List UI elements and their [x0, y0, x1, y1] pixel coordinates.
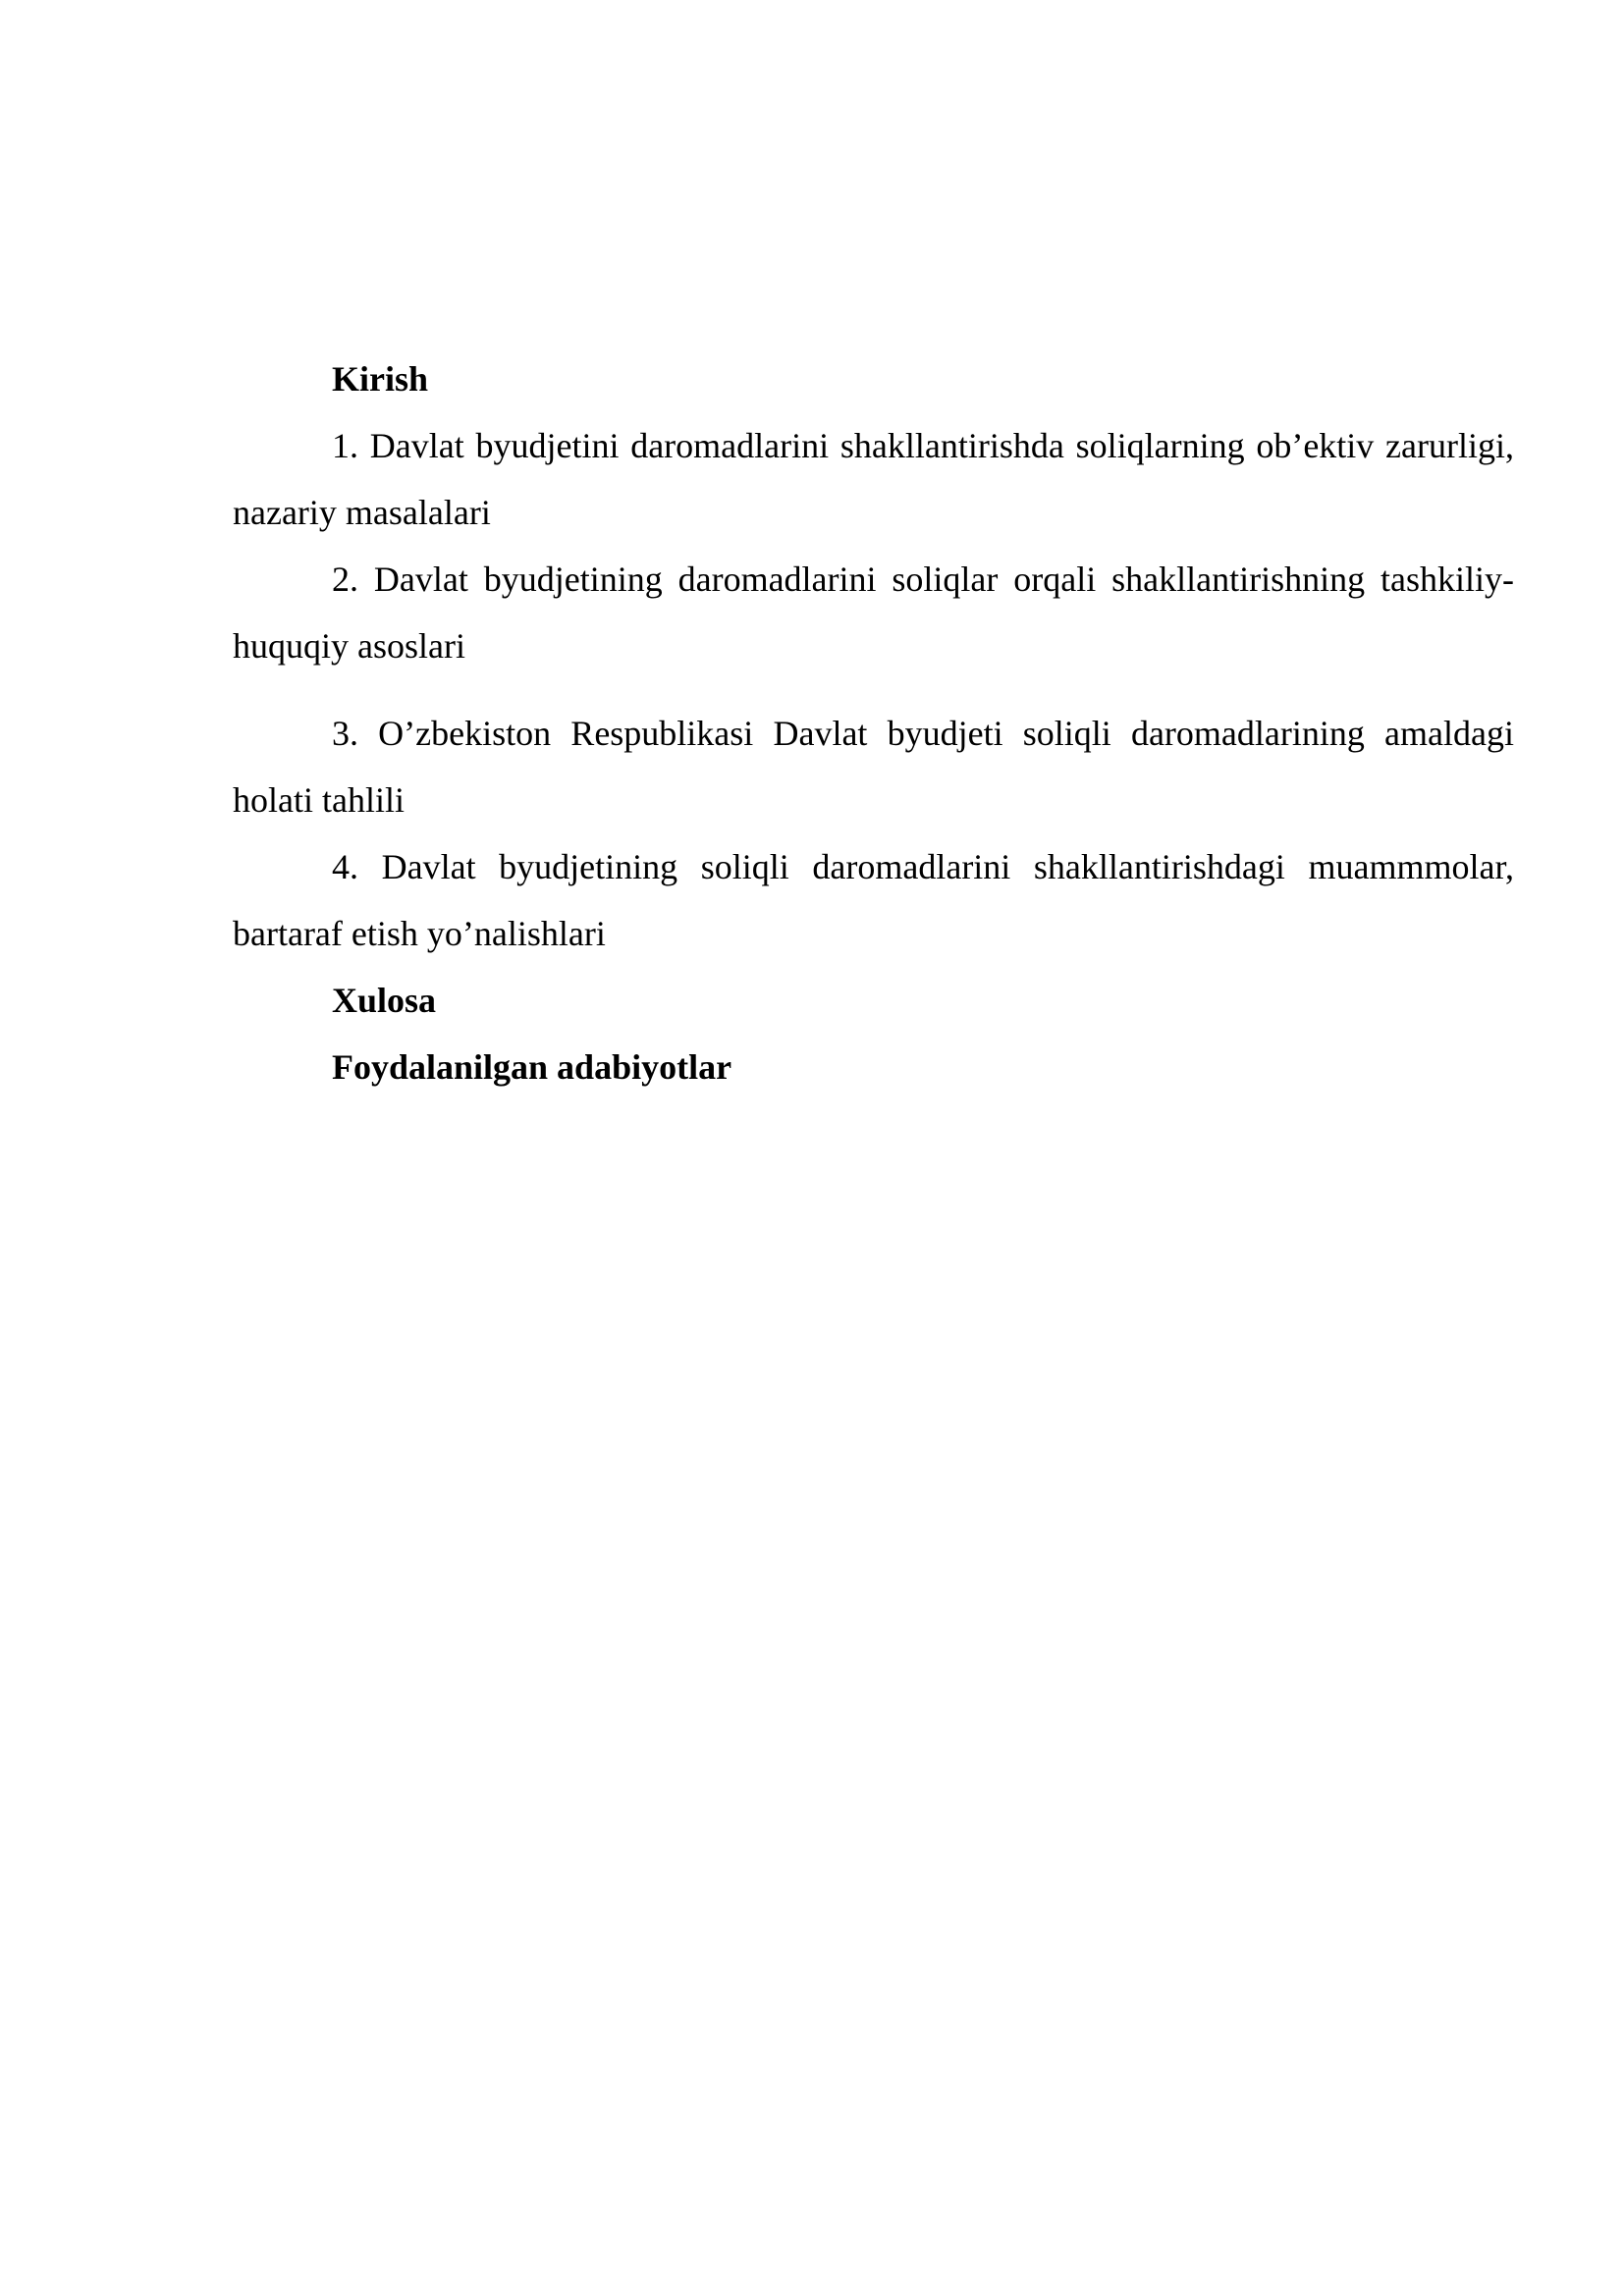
- references-heading: Foydalanilgan adabiyotlar: [332, 1047, 732, 1087]
- conclusion-heading: Xulosa: [332, 981, 437, 1020]
- toc-item-4: 4. Davlat byudjetining soliqli daromadlarini shakllantirishdagi muammmolar, bartaraf etish yo’nalishlari: [233, 847, 1514, 953]
- intro-heading: Kirish: [332, 359, 429, 399]
- table-of-contents: [233, 346, 1514, 1100]
- toc-item-2: 2. Davlat byudjetining daromadlarini soliqlar orqali shakllantirishning tashkiliy-huquqiy asoslari: [233, 560, 1514, 666]
- toc-item-1: 1. Davlat byudjetini daromadlarini shakllantirishda soliqlarning ob’ektiv zarurligi, nazariy masalalari: [233, 426, 1514, 532]
- toc-item-3: 3. O’zbekiston Respublikasi Davlat byudjeti soliqli daromadlarining amaldagi holati tahlili: [233, 714, 1514, 820]
